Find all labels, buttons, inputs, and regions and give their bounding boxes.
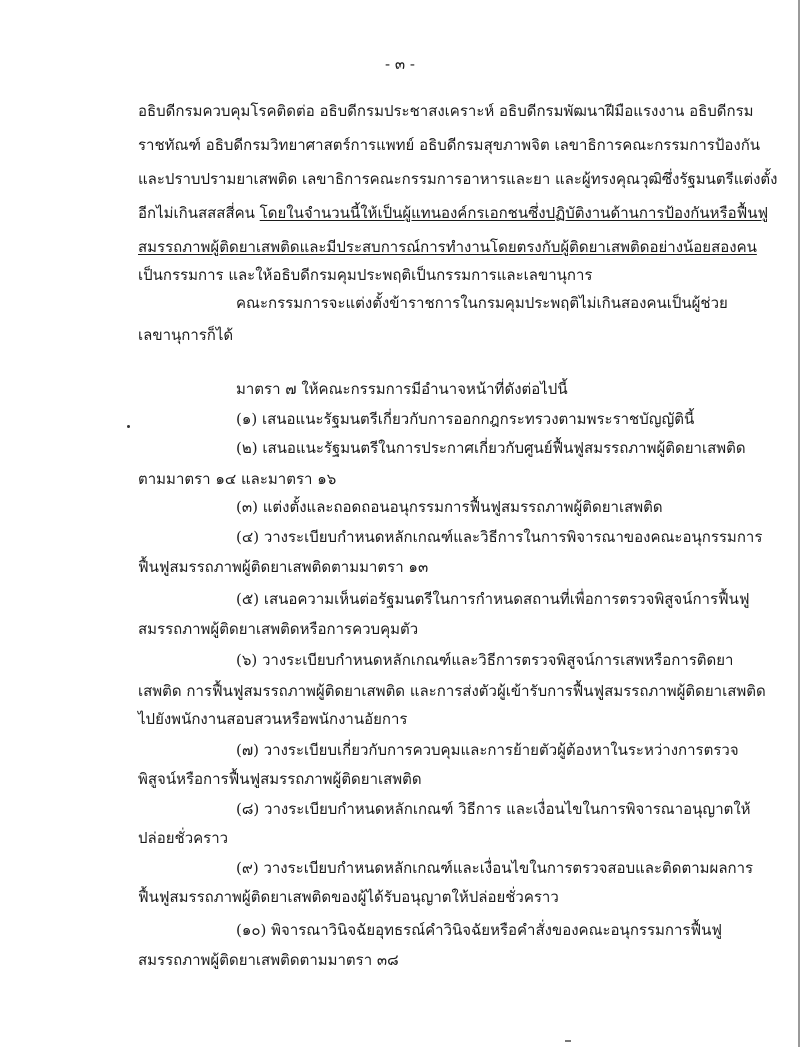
para1-line4: [138, 203, 768, 223]
section7-item9-line2: ฟื้นฟูสมรรถภาพผู้ติดยาเสพติดของผู้ได้รับอนุญาตให้ปล่อยชั่วคราว: [138, 888, 559, 906]
section7-item10-line1: (๑๐) พิจารณาวินิจฉัยอุทธรณ์คำวินิจฉัยหรือคำสั่งของคณะอนุกรรมการฟื้นฟู: [236, 921, 722, 939]
para1-line6: เป็นกรรมการ และให้อธิบดีกรมคุมประพฤติเป็นกรรมการและเลขานุการ: [138, 266, 593, 284]
section7-item8-line1: (๘) วางระเบียบกำหนดหลักเกณฑ์ วิธีการ และเงื่อนไขในการพิจารณาอนุญาตให้: [236, 800, 751, 818]
section7-item6-line3: ไปยังพนักงานสอบสวนหรือพนักงานอัยการ: [138, 710, 408, 728]
section7-item9-line1: (๙) วางระเบียบกำหนดหลักเกณฑ์และเงื่อนไขในการตรวจสอบและติดตามผลการ: [236, 859, 754, 877]
para1-line2: ราชทัณฑ์ อธิบดีกรมวิทยาศาสตร์การแพทย์ อธิบดีกรมสุขภาพจิต เลขาธิการคณะกรรมการป้องกัน: [138, 136, 761, 154]
section7-item8-line2: ปล่อยชั่วคราว: [138, 829, 229, 847]
section7-item5-line1: (๕) เสนอความเห็นต่อรัฐมนตรีในการกำหนดสถานที่เพื่อการตรวจพิสูจน์การฟื้นฟู: [236, 590, 750, 608]
section7-item7-line2: พิสูจน์หรือการฟื้นฟูสมรรถภาพผู้ติดยาเสพติด: [138, 770, 422, 788]
para2-line2: เลขานุการก็ได้: [138, 326, 234, 344]
section7-item2-line1: (๒) เสนอแนะรัฐมนตรีในการประกาศเกี่ยวกับศูนย์ฟื้นฟูสมรรถภาพผู้ติดยาเสพติด: [236, 439, 746, 457]
section7-item6-line1: (๖) วางระเบียบกำหนดหลักเกณฑ์และวิธีการตรวจพิสูจน์การเสพหรือการติดยา: [236, 651, 734, 669]
para1-line4-underlined: โดยในจำนวนนี้ให้เป็นผู้แทนองค์กรเอกชนซึ่งปฏิบัติงานด้านการป้องกันหรือฟื้นฟู: [259, 204, 769, 222]
section7-item3: (๓) แต่งตั้งและถอดถอนอนุกรรมการฟื้นฟูสมรรถภาพผู้ติดยาเสพติด: [236, 498, 663, 516]
para1-line1: อธิบดีกรมควบคุมโรคติดต่อ อธิบดีกรมประชาสงเคราะห์ อธิบดีกรมพัฒนาฝีมือแรงงาน อธิบดีกรม: [138, 102, 754, 120]
section7-item4-line2: ฟื้นฟูสมรรถภาพผู้ติดยาเสพติดตามมาตรา ๑๓: [138, 558, 429, 576]
section7-heading: มาตรา ๗ ให้คณะกรรมการมีอำนาจหน้าที่ดังต่อไปนี้: [236, 380, 568, 398]
section7-item7-line1: (๗) วางระเบียบเกี่ยวกับการควบคุมและการย้ายตัวผู้ต้องหาในระหว่างการตรวจ: [236, 741, 739, 759]
scan-mark: [565, 1040, 571, 1042]
page-number: - ๓ -: [385, 55, 415, 73]
para1-line5: สมรรถภาพผู้ติดยาเสพติดและมีประสบการณ์การทำงานโดยตรงกับผู้ติดยาเสพติดอย่างน้อยสองคน: [138, 238, 757, 256]
section7-item2-line2: ตามมาตรา ๑๔ และมาตรา ๑๖: [138, 470, 337, 488]
scan-speck: [127, 425, 130, 428]
section7-item1: (๑) เสนอแนะรัฐมนตรีเกี่ยวกับการออกกฎกระทรวงตามพระราชบัญญัตินี้: [236, 410, 695, 428]
para2-line1: คณะกรรมการจะแต่งตั้งข้าราชการในกรมคุมประพฤติไม่เกินสองคนเป็นผู้ช่วย: [236, 294, 728, 312]
section7-item10-line2: สมรรถภาพผู้ติดยาเสพติดตามมาตรา ๓๘: [138, 951, 399, 969]
section7-item6-line2: เสพติด การฟื้นฟูสมรรถภาพผู้ติดยาเสพติด และการส่งตัวผู้เข้ารับการฟื้นฟูสมรรถภาพผู้ติดยาเสพติด: [138, 682, 766, 700]
section7-item4-line1: (๔) วางระเบียบกำหนดหลักเกณฑ์และวิธีการในการพิจารณาของคณะอนุกรรมการ: [236, 528, 763, 546]
para1-line3: และปราบปรามยาเสพติด เลขาธิการคณะกรรมการอาหารและยา และผู้ทรงคุณวุฒิซึ่งรัฐมนตรีแต่งตั้ง: [138, 170, 778, 188]
section7-item5-line2: สมรรถภาพผู้ติดยาเสพติดหรือการควบคุมตัว: [138, 620, 419, 638]
para1-line4-plain: อีกไม่เกินสสสสี่คน: [138, 204, 260, 222]
